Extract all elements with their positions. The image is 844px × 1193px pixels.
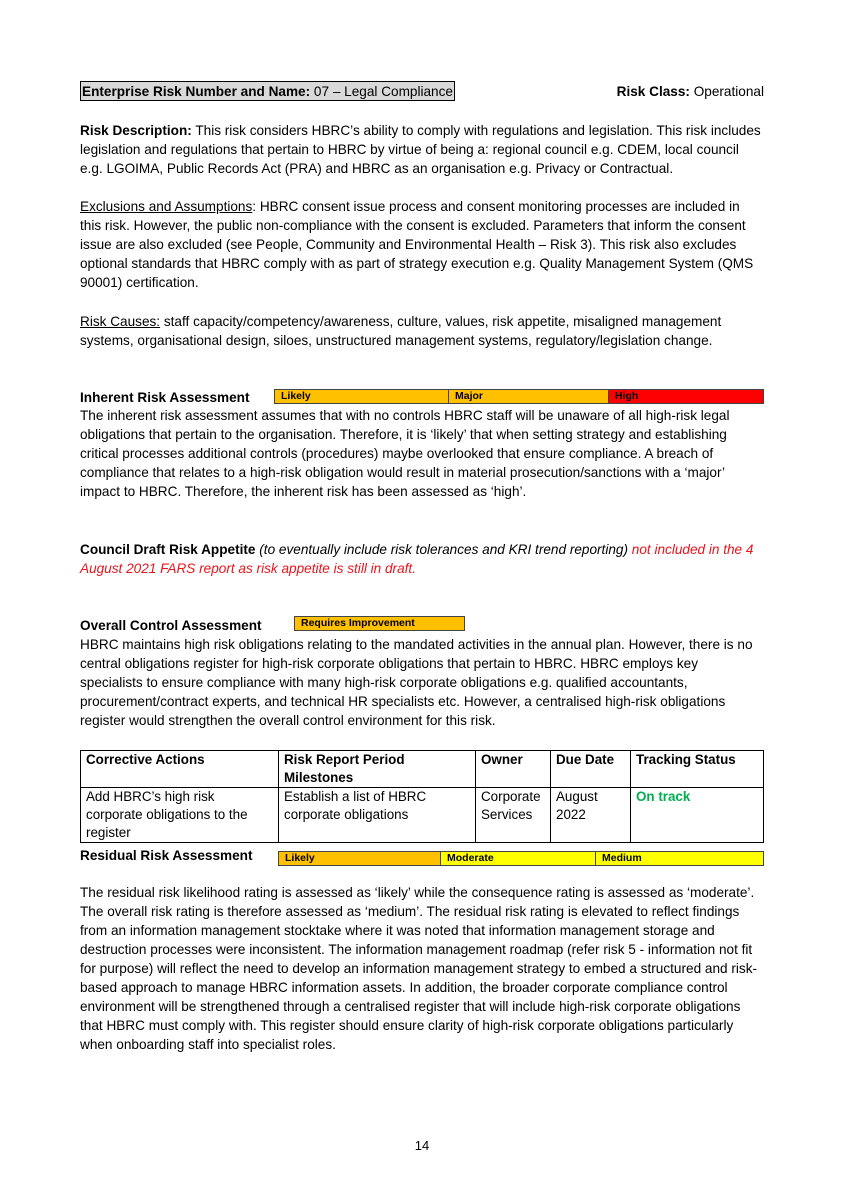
risk-causes — [80, 312, 764, 350]
risk-appetite-draft-note: not included in the 4 August 2021 FARS report as risk appetite is still in draft. — [80, 542, 754, 576]
risk-causes-text: staff capacity/competency/awareness, culture, values, risk appetite, misaligned management systems, organisational design, siloes, unstructured management systems, regulatory/legislation change. — [80, 314, 722, 348]
col-corrective-actions: Corrective Actions — [81, 751, 279, 788]
cell-action: Add HBRC’s high risk corporate obligations to the register — [81, 788, 279, 843]
inherent-rating-cell: High — [609, 390, 763, 403]
risk-description — [80, 121, 764, 178]
inherent-risk-text: The inherent risk assessment assumes that with no controls HBRC staff will be unaware of all high-risk legal obligations that pertain to the organisation. Therefore, it is ‘likely’ that when setting strategy and establishing critical processes additional controls (procedures) maybe overlooked that ensure compliance. A breach of compliance that relates to a high-risk obligation would result in material prosecution/sanctions with a ‘major’ impact to HBRC. Therefore, the inherent risk has been assessed as ‘high’. — [80, 408, 730, 499]
table-row — [81, 788, 764, 843]
exclusions-label: Exclusions and Assumptions — [80, 199, 253, 214]
residual-likelihood-cell: Likely — [279, 852, 441, 865]
erm-label: Enterprise Risk Number and Name: — [82, 84, 311, 99]
control-assessment-text: HBRC maintains high risk obligations relating to the mandated activities in the annual plan. However, there is no central obligations register for high-risk corporate obligations that pertain to HBRC. HBRC employs key specialists to ensure compliance with many high-risk corporate obligations e.g. qualified accountants, procurement/contract experts, and technical HR specialists etc. However, a centralised high-risk obligations register would strengthen the overall control environment for this risk. — [80, 637, 753, 728]
risk-class-label: Risk Class: — [616, 84, 690, 99]
col-milestones: Risk Report Period Milestones — [279, 751, 476, 788]
cell-status: On track — [631, 788, 764, 843]
risk-causes-label: Risk Causes: — [80, 314, 161, 329]
corrective-actions-table — [80, 750, 764, 843]
exclusions-text: : HBRC consent issue process and consent monitoring processes are included in this risk. However, the public non-compliance with the consent is excluded. Parameters that inform the consent issue are also excluded (see People, Community and Environmental Health – Risk 3). This risk also excludes optional standards that HBRC comply with as part of strategy execution e.g. Quality Management System (QMS 90001) certification. — [80, 199, 754, 290]
control-assessment-heading: Overall Control Assessment — [80, 618, 262, 633]
risk-class — [617, 82, 764, 101]
inherent-rating-bar — [274, 389, 764, 404]
residual-risk-heading: Residual Risk Assessment — [80, 848, 253, 863]
risk-appetite-heading: Council Draft Risk Appetite — [80, 542, 256, 557]
inherent-consequence-cell: Major — [449, 390, 609, 403]
inherent-likelihood-cell: Likely — [275, 390, 449, 403]
col-tracking-status: Tracking Status — [631, 751, 764, 788]
residual-rating-bar — [278, 851, 764, 866]
residual-rating-cell: Medium — [596, 852, 763, 865]
col-owner: Owner — [476, 751, 551, 788]
risk-description-label: Risk Description: — [80, 123, 192, 138]
risk-appetite-note: (to eventually include risk tolerances and KRI trend reporting) — [255, 542, 628, 557]
risk-appetite — [80, 540, 764, 578]
cell-milestone: Establish a list of HBRC corporate obligations — [279, 788, 476, 843]
page-number: 14 — [414, 1138, 430, 1153]
cell-owner: Corporate Services — [476, 788, 551, 843]
risk-description-text: This risk considers HBRC’s ability to comply with regulations and legislation. This risk includes legislation and regulations that pertain to HBRC by virtue of being a: regional council e.g. CDEM, local council e.g. LGOIMA, Public Records Act (PRA) and HBRC as an organisation e.g. Privacy or Contractual. — [80, 123, 761, 176]
erm-value: 07 – Legal Compliance — [310, 84, 453, 99]
cell-due-date: August 2022 — [551, 788, 631, 843]
exclusions-assumptions — [80, 197, 764, 292]
table-header-row — [81, 751, 764, 788]
risk-class-value: Operational — [689, 84, 764, 99]
inherent-risk-heading: Inherent Risk Assessment — [80, 390, 250, 405]
col-due-date: Due Date — [551, 751, 631, 788]
control-rating-cell: Requires Improvement — [295, 617, 464, 630]
control-rating-bar — [294, 616, 465, 631]
enterprise-risk-title — [80, 81, 455, 101]
residual-consequence-cell: Moderate — [441, 852, 596, 865]
residual-risk-text: The residual risk likelihood rating is assessed as ‘likely’ while the consequence rating is assessed as ‘moderate’. The overall risk rating is therefore assessed as ‘medium’. The residual risk rating is elevated to reflect findings from an information management stocktake where it was noted that information management storage and destruction processes were inconsistent. The information management roadmap (refer risk 5 - information not fit for purpose) will reflect the need to develop an information management strategy to embed a structured and risk-based approach to manage HBRC information assets. In addition, the broader corporate compliance control environment will be strengthened through a centralised register that will include high-risk corporate obligations that HBRC must comply with. This register should ensure clarity of high-risk corporate obligations particularly when onboarding staff into specialist roles. — [80, 885, 758, 1052]
